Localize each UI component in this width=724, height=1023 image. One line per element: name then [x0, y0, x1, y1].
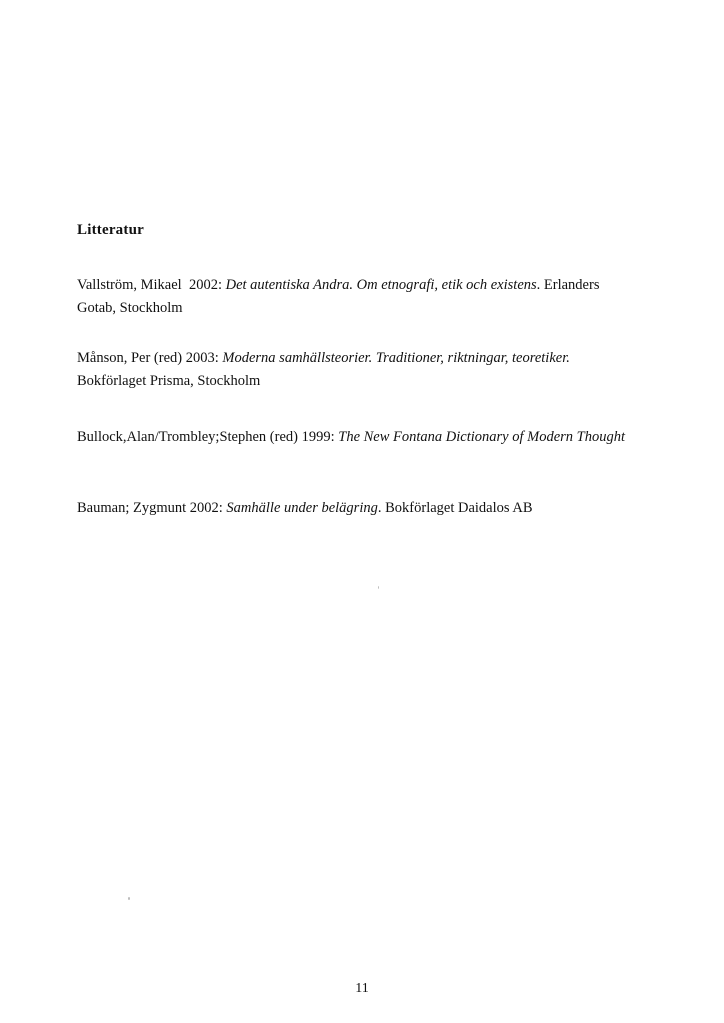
reference-year: 2003 — [185, 350, 215, 366]
scan-speck — [128, 897, 130, 900]
reference-colon: : — [214, 350, 223, 366]
reference-entry — [77, 347, 637, 393]
reference-entry — [77, 426, 637, 449]
reference-author: Månson, Per (red) — [77, 350, 183, 366]
reference-year: 1999 — [301, 429, 331, 445]
reference-title: Det autentiska Andra. Om etnografi, etik och existens — [225, 277, 537, 293]
reference-author: Bullock,Alan/Trombley;Stephen (red) — [77, 429, 298, 445]
reference-author: Vallström, Mikael — [77, 277, 182, 293]
reference-year: 2002 — [189, 500, 219, 516]
reference-title: Moderna samhällsteorier. Traditioner, riktningar, teoretiker. — [222, 350, 570, 366]
reference-entry — [77, 274, 637, 320]
reference-title: The New Fontana Dictionary of Modern Thought — [338, 429, 626, 445]
reference-title: Samhälle under belägring — [226, 500, 378, 516]
reference-publisher: . Bokförlaget Daidalos AB — [377, 500, 533, 516]
reference-year: 2002 — [188, 277, 218, 293]
section-heading: Litteratur — [77, 222, 144, 238]
reference-colon: : — [217, 277, 226, 293]
reference-separator — [182, 277, 189, 293]
reference-author: Bauman; Zygmunt — [77, 500, 187, 516]
reference-colon: : — [218, 500, 227, 516]
reference-publisher: . Erlanders Gotab, Stockholm — [77, 277, 600, 316]
reference-publisher: Bokförlaget Prisma, Stockholm — [77, 373, 261, 389]
reference-colon: : — [330, 429, 339, 445]
reference-entry — [77, 497, 637, 520]
scan-speck — [378, 586, 379, 589]
page-number: 11 — [355, 981, 369, 996]
